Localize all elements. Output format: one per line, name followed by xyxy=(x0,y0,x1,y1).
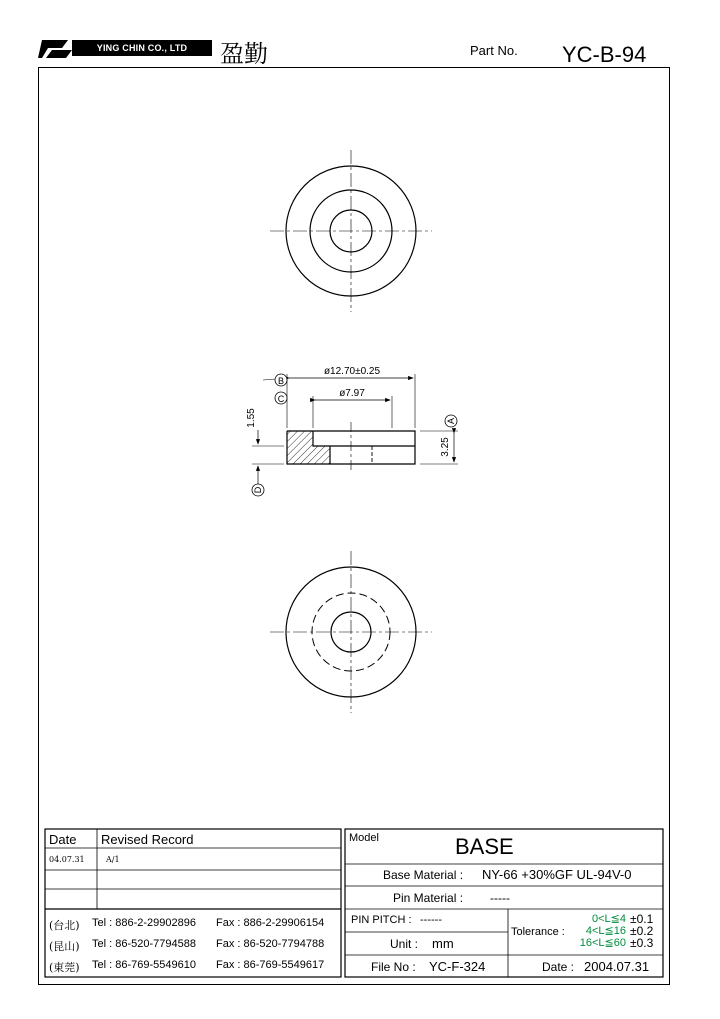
file-no-value: YC-F-324 xyxy=(429,959,486,974)
unit-value: mm xyxy=(432,936,454,951)
tolerance-value: ±0.2 xyxy=(630,924,654,938)
tolerance-range: 16<L≦60 xyxy=(579,937,626,949)
tolerance-value: ±0.1 xyxy=(630,912,654,926)
pin-pitch-value: ------ xyxy=(420,914,442,926)
contact-fax: Fax : 86-520-7794788 xyxy=(216,938,325,950)
tolerance-value: ±0.3 xyxy=(630,936,654,950)
dim-total-height: 3.25 xyxy=(440,437,451,457)
model-value: BASE xyxy=(455,834,514,859)
company-name-cn: 盈勤 xyxy=(220,40,268,68)
contact-city: (昆山) xyxy=(49,940,80,953)
title-block-grid xyxy=(45,829,663,977)
part-no-value: YC-B-94 xyxy=(562,42,647,67)
ref-b-label: B xyxy=(277,376,285,386)
contact-tel: Tel : 886-2-29902896 xyxy=(92,917,196,929)
date-value: 2004.07.31 xyxy=(584,959,650,974)
rev-row-record: A/1 xyxy=(106,855,120,864)
bottom-view xyxy=(270,551,432,713)
contact-tel: Tel : 86-769-5549610 xyxy=(92,959,196,971)
rev-record-header: Revised Record xyxy=(101,832,194,847)
ref-a-label: A xyxy=(446,417,456,425)
dim-outer-diameter: ø12.70±0.25 xyxy=(323,366,381,377)
ref-d-label: D xyxy=(253,486,263,494)
dim-step-height: 1.55 xyxy=(246,408,257,428)
part-no-label: Part No. xyxy=(470,43,518,58)
rev-date-header: Date xyxy=(49,832,77,847)
tolerance-range: 4<L≦16 xyxy=(585,925,626,937)
pin-pitch-label: PIN PITCH : xyxy=(351,914,412,926)
top-view xyxy=(270,150,432,312)
contact-city: (東莞) xyxy=(49,961,80,974)
unit-label: Unit : xyxy=(390,937,419,951)
ref-c-label: C xyxy=(277,394,285,404)
contact-city: (台北) xyxy=(49,919,80,932)
model-label: Model xyxy=(349,832,379,844)
base-material-value: NY-66 +30%GF UL-94V-0 xyxy=(482,867,632,882)
pin-material-label: Pin Material : xyxy=(393,891,464,905)
dim-inner-diameter: ø7.97 xyxy=(339,388,365,399)
base-material-label: Base Material : xyxy=(383,868,464,882)
tolerance-range: 0<L≦4 xyxy=(592,913,626,925)
tolerance-label: Tolerance : xyxy=(511,926,565,938)
date-label: Date : xyxy=(542,960,575,974)
contact-fax: Fax : 886-2-29906154 xyxy=(216,917,325,929)
contact-tel: Tel : 86-520-7794588 xyxy=(92,938,196,950)
pin-material-value: ----- xyxy=(490,891,510,905)
company-name: YING CHIN CO., LTD xyxy=(72,40,212,56)
section-clear-upper xyxy=(313,431,415,446)
contact-fax: Fax : 86-769-5549617 xyxy=(216,959,325,971)
file-no-label: File No : xyxy=(371,960,416,974)
rev-row-date: 04.07.31 xyxy=(49,855,85,864)
